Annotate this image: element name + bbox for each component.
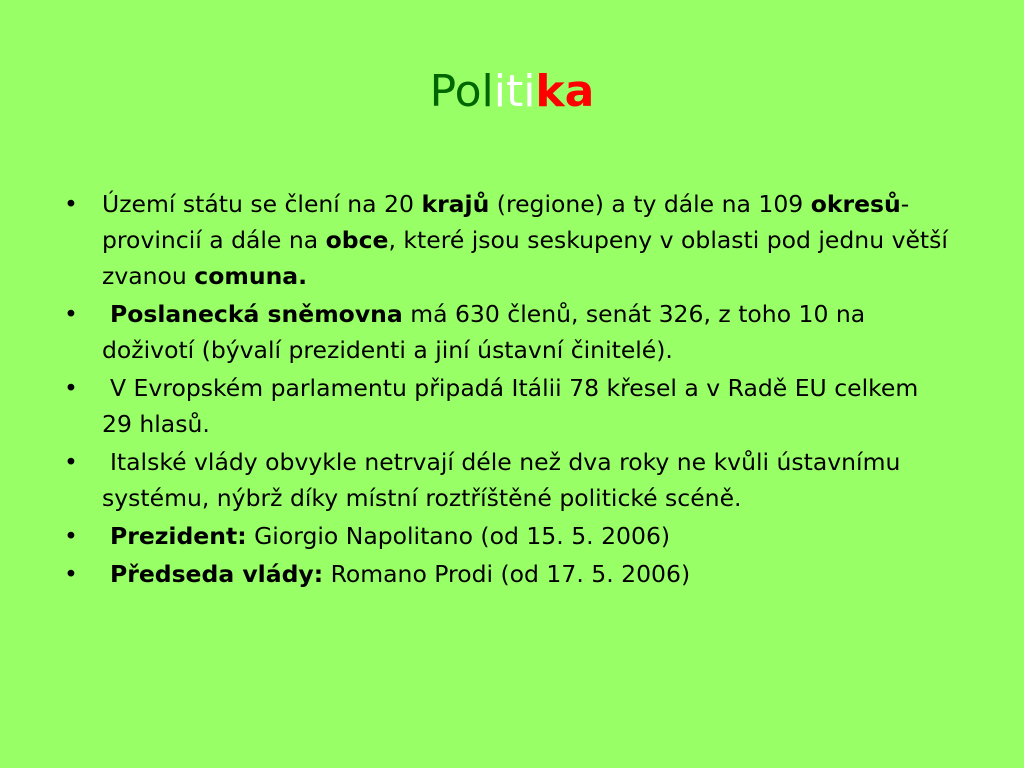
text-segment: Romano Prodi (od 17. 5. 2006) <box>323 560 691 588</box>
bold-term: Předseda vlády: <box>110 560 324 588</box>
text-segment: - provincií a dále na <box>102 190 910 254</box>
bullet-dot-icon: • <box>64 522 78 550</box>
text-segment: Území státu se člení na 20 <box>102 190 422 218</box>
list-item <box>62 186 952 294</box>
bullet-dot-icon: • <box>64 300 78 328</box>
bullet-dot-icon: • <box>64 448 78 476</box>
bullet-list <box>62 186 952 594</box>
list-item <box>62 556 952 592</box>
bullet-dot-icon: • <box>64 560 78 588</box>
list-item <box>62 296 952 368</box>
bullet-dot-icon: • <box>64 374 78 402</box>
text-segment: Giorgio Napolitano (od 15. 5. 2006) <box>246 522 671 550</box>
bullet-text <box>102 374 918 438</box>
list-item <box>62 518 952 554</box>
list-item <box>62 370 952 442</box>
bold-term: obce <box>325 226 389 254</box>
bold-term: Poslanecká sněmovna <box>110 300 403 328</box>
bullet-text <box>102 522 670 550</box>
title-part-ka: ka <box>535 66 595 117</box>
bold-term: comuna. <box>194 262 308 290</box>
text-segment: má 630 členů, senát 326, z toho 10 na doživotí (bývalí prezidenti a jiní ústavní činitelé). <box>102 300 866 364</box>
text-segment: Italské vlády obvykle netrvají déle než dva roky ne kvůli ústavnímu systému, nýbrž díky místní roztříštěné politické scéně. <box>102 448 901 512</box>
bullet-text <box>102 300 865 364</box>
list-item <box>62 444 952 516</box>
bold-term: okresů <box>810 190 901 218</box>
text-segment: V Evropském parlamentu připadá Itálii 78 křesel a v Radě EU celkem 29 hlasů. <box>102 374 919 438</box>
bullet-text <box>102 560 690 588</box>
slide-title <box>0 62 1024 122</box>
bullet-text <box>102 190 948 290</box>
title-part-iti: iti <box>493 66 536 117</box>
text-segment: , které jsou seskupeny v oblasti pod jednu větší zvanou <box>102 226 948 290</box>
title-part-pol: Pol <box>429 66 494 117</box>
bold-term: krajů <box>421 190 490 218</box>
bold-term: Prezident: <box>110 522 247 550</box>
bullet-dot-icon: • <box>64 190 78 218</box>
bullet-text <box>102 448 900 512</box>
text-segment: (regione) a ty dále na 109 <box>489 190 811 218</box>
